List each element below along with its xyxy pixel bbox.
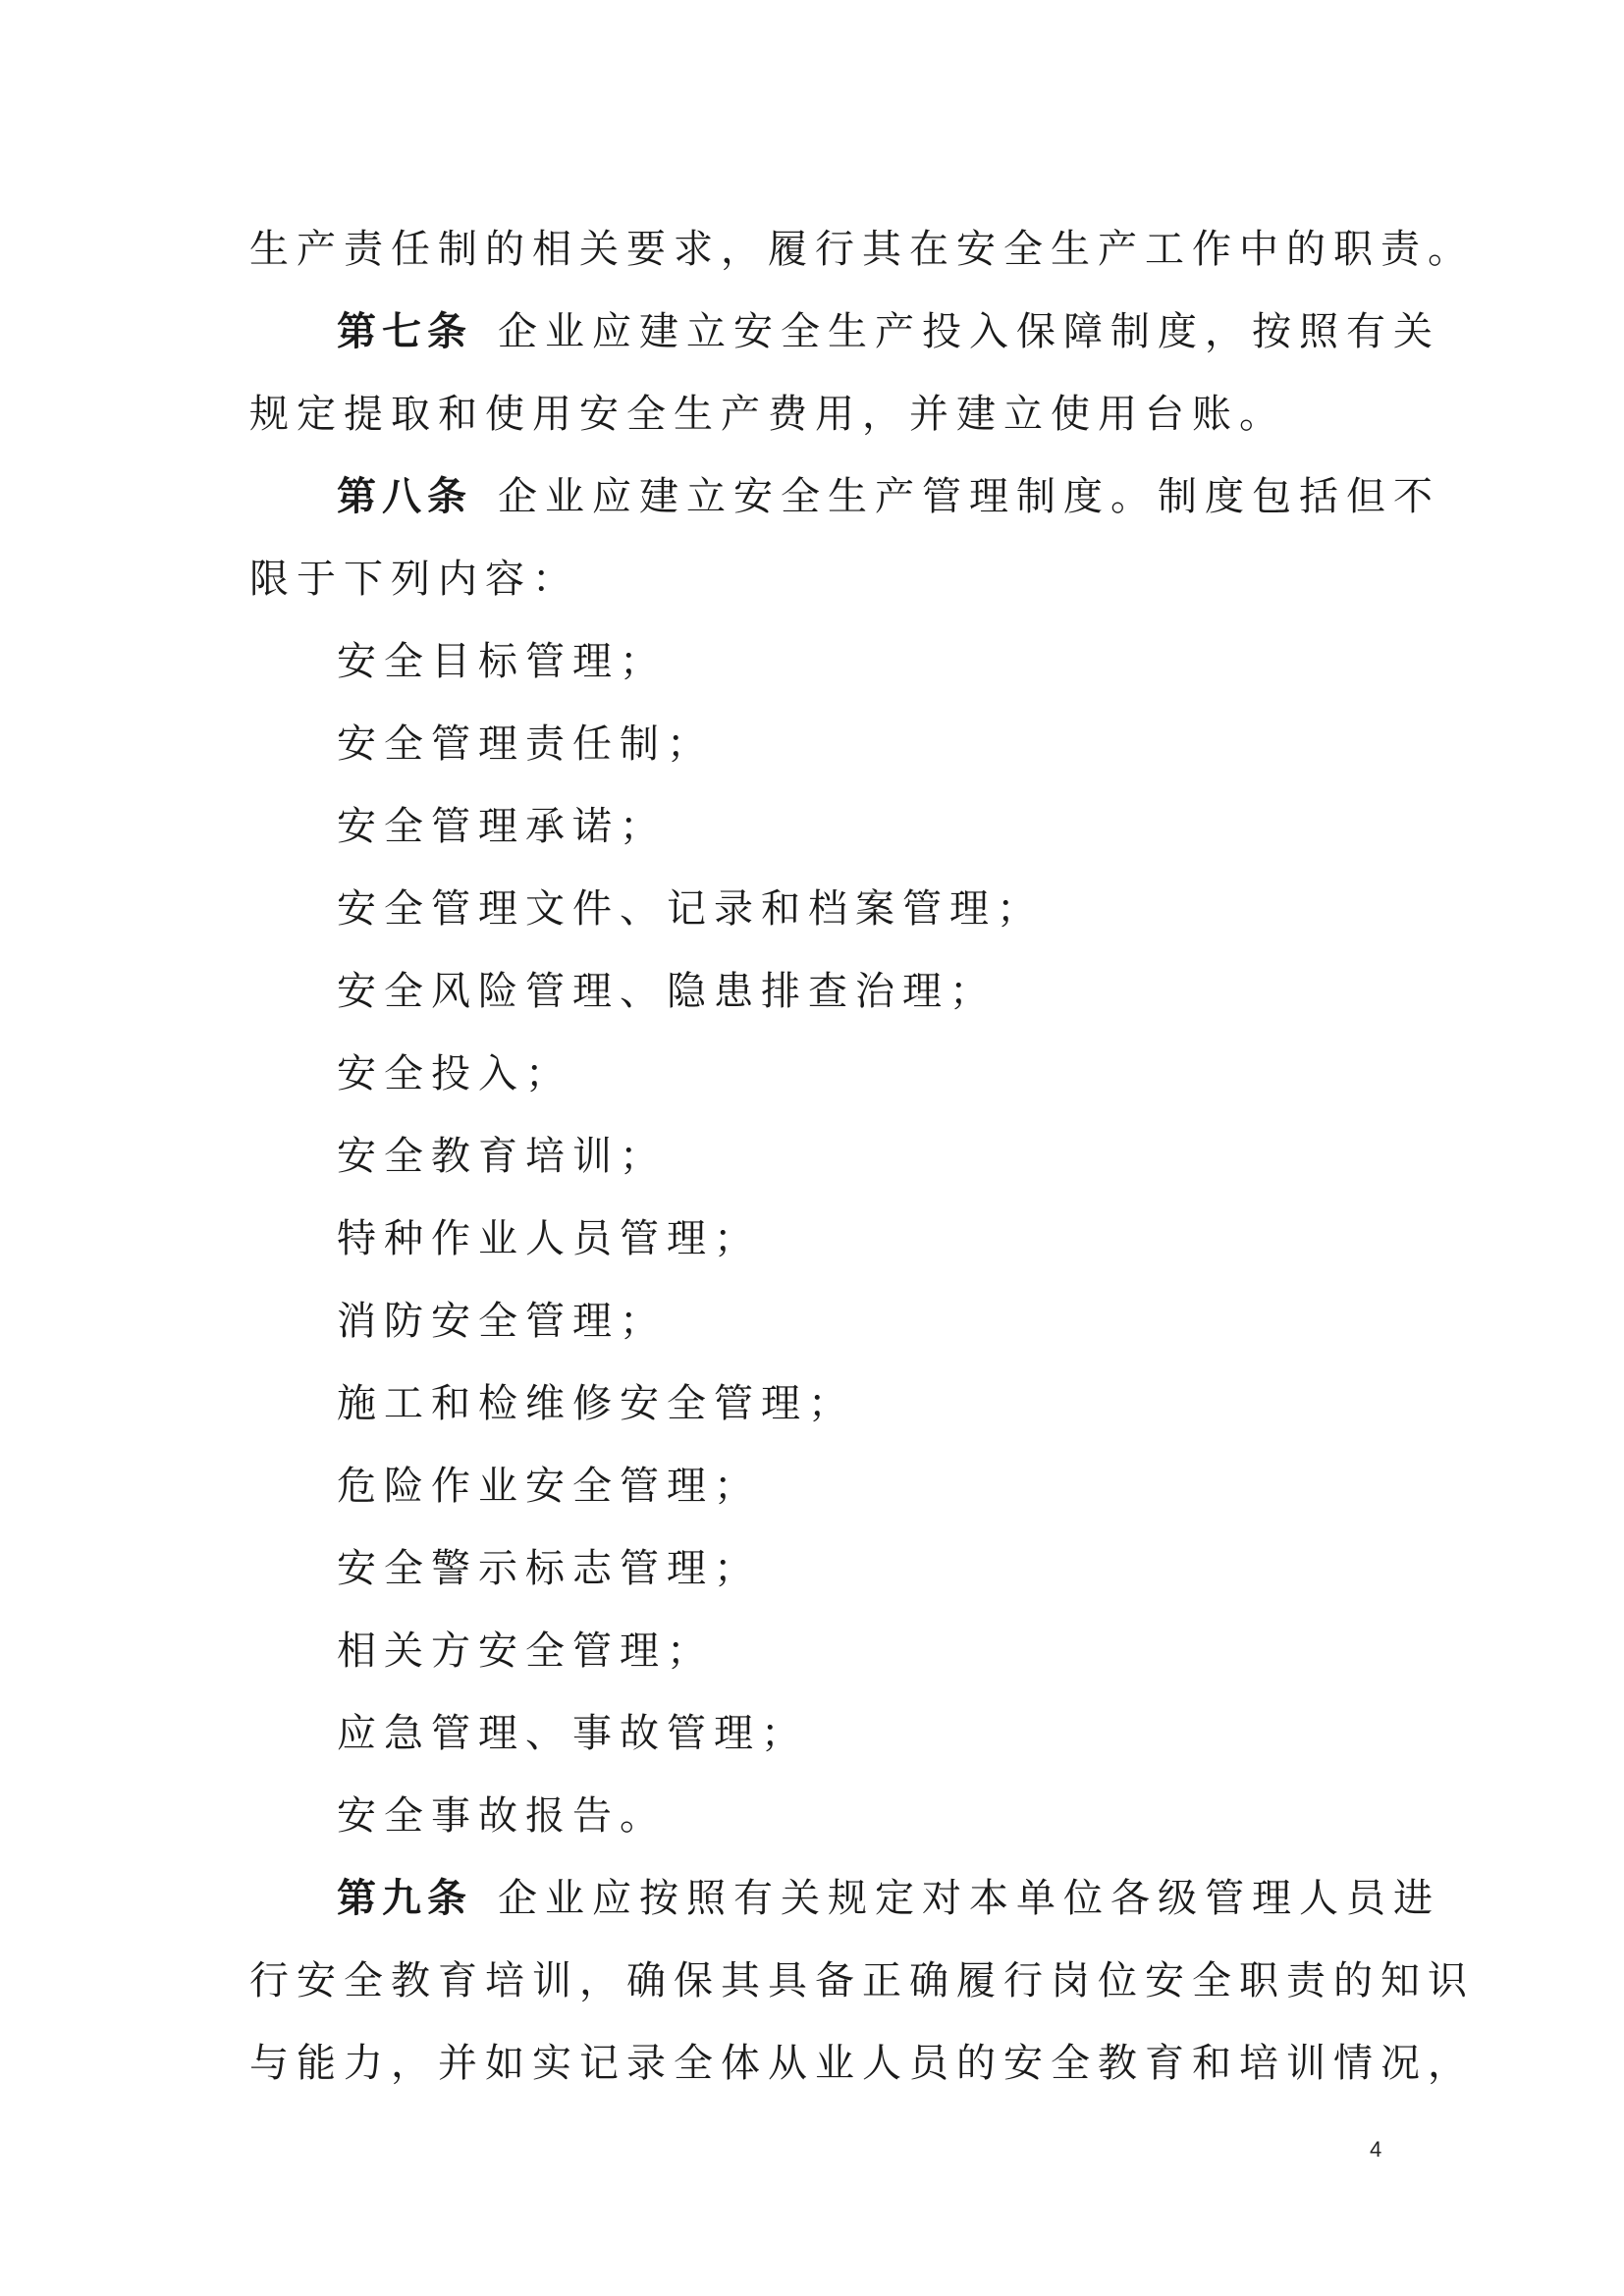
- list-item: 特种作业人员管理；: [337, 1216, 761, 1261]
- article-9-line-1: [337, 1871, 1440, 1926]
- article-8-text-1: 企业应建立安全生产管理制度。制度包括但不: [498, 474, 1440, 519]
- article-7-line-2: 规定提取和使用安全生产费用，并建立使用台账。: [249, 392, 1286, 437]
- article-9-label: 第九条: [337, 1875, 472, 1921]
- list-item: 安全管理责任制；: [337, 721, 714, 767]
- list-item: 安全投入；: [337, 1051, 572, 1096]
- list-item: 安全风险管理、隐患排查治理；: [337, 969, 997, 1014]
- article-9-line-3: 与能力，并如实记录全体从业人员的安全教育和培训情况，: [249, 2041, 1475, 2086]
- list-item: 安全目标管理；: [337, 639, 667, 684]
- list-item: 消防安全管理；: [337, 1299, 667, 1344]
- page-number: 4: [1370, 2137, 1382, 2162]
- article-8-line-2: 限于下列内容：: [249, 557, 579, 602]
- article-9-line-2: 行安全教育培训，确保其具备正确履行岗位安全职责的知识: [249, 1958, 1475, 2003]
- list-item: 安全警示标志管理；: [337, 1546, 761, 1591]
- article-9-text-1: 企业应按照有关规定对本单位各级管理人员进: [498, 1876, 1440, 1921]
- list-item: 危险作业安全管理；: [337, 1464, 761, 1509]
- continuation-line: 生产责任制的相关要求，履行其在安全生产工作中的职责。: [249, 227, 1475, 272]
- article-7-line-1: [337, 304, 1440, 359]
- list-item: 安全管理文件、记录和档案管理；: [337, 886, 1044, 932]
- list-item: 施工和检维修安全管理；: [337, 1381, 855, 1426]
- article-7-text-1: 企业应建立安全生产投入保障制度，按照有关: [498, 309, 1440, 354]
- list-item: 安全管理承诺；: [337, 804, 667, 849]
- list-item: 安全教育培训；: [337, 1134, 667, 1179]
- list-item: 安全事故报告。: [337, 1793, 667, 1839]
- list-item: 相关方安全管理；: [337, 1629, 714, 1674]
- list-item: 应急管理、事故管理；: [337, 1711, 808, 1756]
- article-8-line-1: [337, 469, 1440, 524]
- article-8-label: 第八条: [337, 473, 472, 519]
- article-7-label: 第七条: [337, 308, 472, 354]
